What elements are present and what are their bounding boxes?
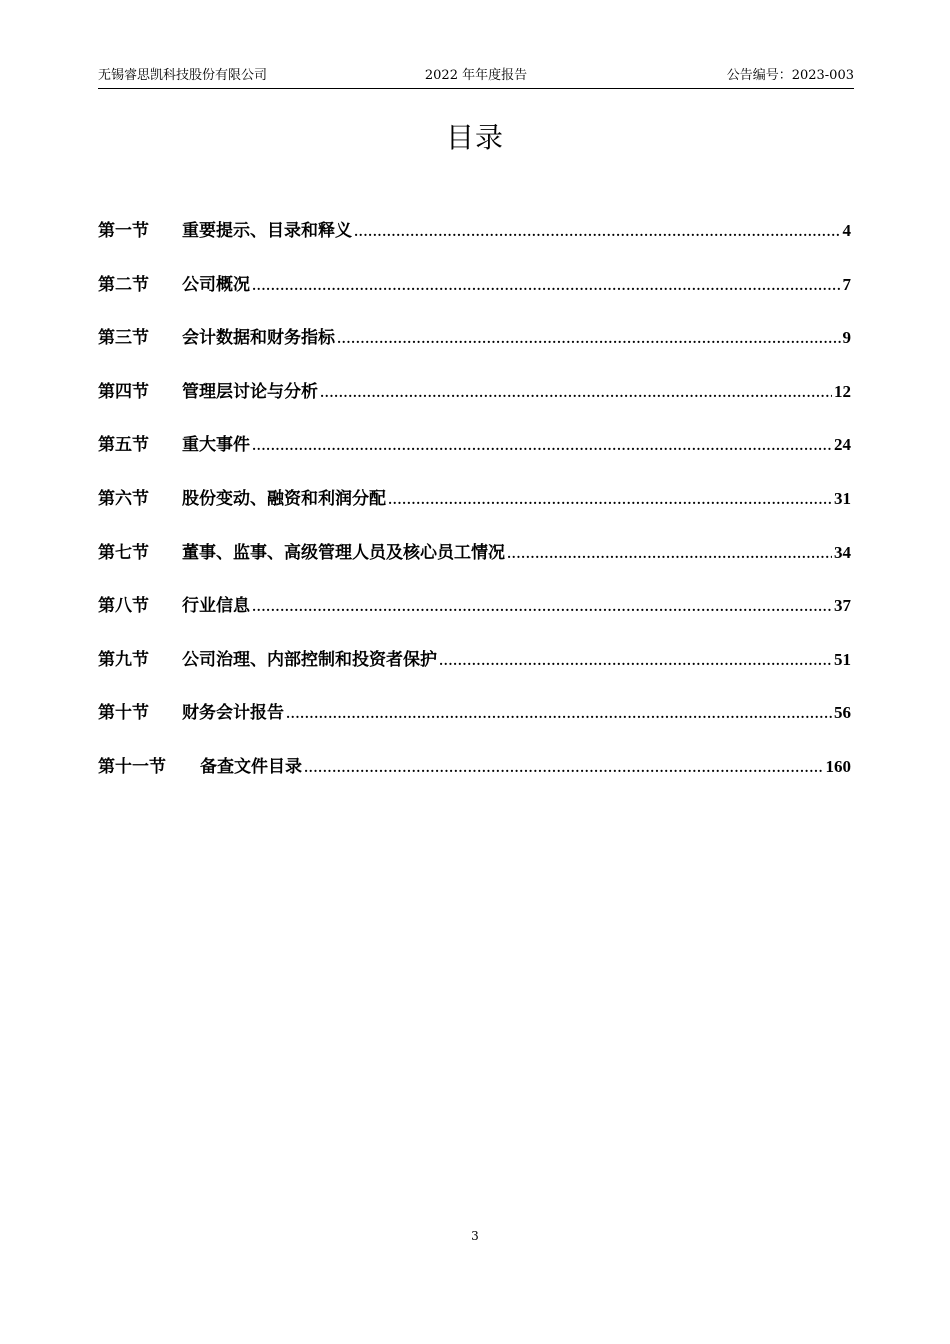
toc-leader [439,648,832,674]
toc-page: 7 [842,274,851,294]
toc-section: 第十一节 [98,756,166,777]
toc-text: 股份变动、融资和利润分配 [182,488,386,509]
toc-page: 51 [834,649,851,669]
toc-entry[interactable] [98,700,851,754]
toc-page: 56 [834,703,851,723]
toc-page: 12 [834,381,851,401]
toc-leader [320,380,832,406]
toc-text: 财务会计报告 [182,703,284,724]
toc-section: 第二节 [98,274,149,295]
toc-text: 公司治理、内部控制和投资者保护 [182,649,437,670]
toc-leader [507,541,832,567]
header-announcement-code: 公告编号：2023-003 [726,68,854,83]
toc-leader [252,273,841,299]
toc-entry[interactable] [98,272,851,326]
page-header [98,66,854,89]
toc-text: 重大事件 [182,435,250,456]
toc-text: 行业信息 [182,596,250,617]
toc-section: 第九节 [98,649,149,670]
toc-page: 4 [842,221,851,240]
page-title: 目录 [445,121,504,154]
toc-leader [388,487,832,513]
header-report-title: 2022 年年度报告 [424,68,528,83]
toc-page: 9 [842,328,851,348]
toc-text: 会计数据和财务指标 [182,328,335,349]
toc-text: 公司概况 [182,274,250,295]
toc-leader [337,326,841,352]
toc-text: 管理层讨论与分析 [182,381,318,402]
toc-section: 第六节 [98,488,149,509]
table-of-contents [98,218,851,808]
toc-entry[interactable] [98,593,851,647]
toc-section: 第三节 [98,328,149,349]
toc-section: 第四节 [98,381,149,402]
toc-page: 160 [825,756,851,776]
toc-entry[interactable] [98,754,851,808]
toc-leader [354,219,841,245]
toc-entry[interactable] [98,218,851,272]
toc-text: 董事、监事、高级管理人员及核心员工情况 [182,542,505,563]
toc-section: 第八节 [98,596,149,617]
toc-page: 34 [834,542,851,562]
toc-section: 第七节 [98,542,149,563]
header-company: 无锡睿思凯科技股份有限公司 [98,68,268,83]
page-number: 3 [471,1229,479,1243]
toc-entry[interactable] [98,325,851,379]
toc-page: 31 [834,488,851,508]
toc-text: 备查文件目录 [200,756,302,777]
toc-section: 第一节 [98,221,149,241]
toc-section: 第十节 [98,703,149,724]
toc-entry[interactable] [98,647,851,701]
toc-entry[interactable] [98,379,851,433]
toc-entry[interactable] [98,540,851,594]
toc-leader [252,433,832,459]
toc-page: 24 [834,435,851,455]
toc-entry[interactable] [98,432,851,486]
toc-leader [304,755,824,781]
toc-entry[interactable] [98,486,851,540]
toc-leader [252,594,832,620]
toc-section: 第五节 [98,435,149,456]
toc-leader [286,701,832,727]
toc-page: 37 [834,596,851,616]
toc-text: 重要提示、目录和释义 [182,221,352,241]
